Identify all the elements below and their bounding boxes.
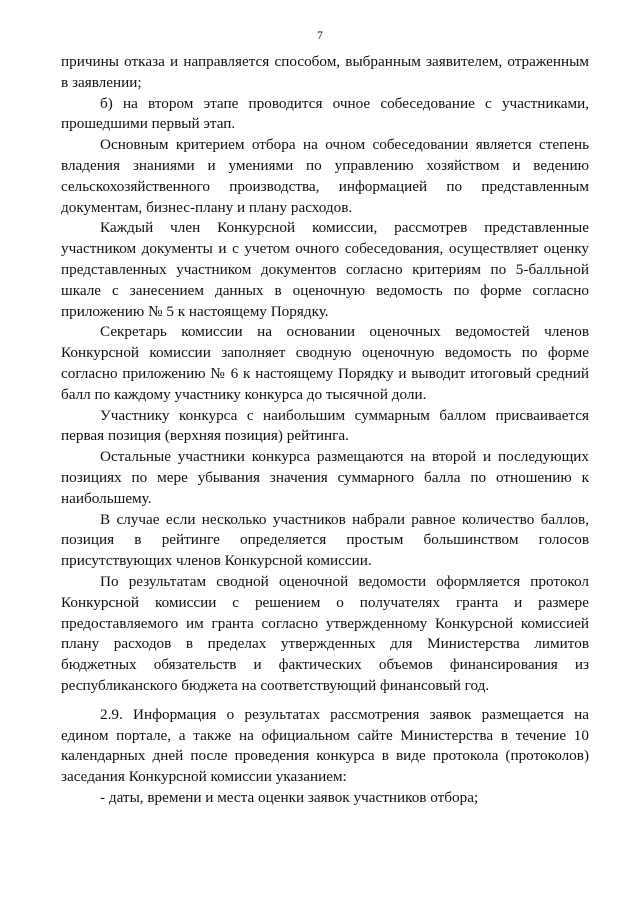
paragraph-first-position: Участнику конкурса с наибольшим суммарным баллом присваивается первая позиция (верхняя позиция) рейтинга.: [61, 406, 589, 445]
paragraph-second-stage: б) на втором этапе проводится очное собеседование с участниками, прошедшими первый этап.: [61, 94, 589, 133]
paragraph-protocol: По результатам сводной оценочной ведомости оформляется протокол Конкурсной комиссии с решением о получателях гранта и размере предоставляемого им гранта согласно утвержденному Конкурсной комиссией плану расходов в пределах утвержденных для Министерства лимитов бюджетных обязательств и фактических объемов финансирования из республиканского бюджета на соответствующий финансовый год.: [61, 572, 589, 694]
paragraph-results-publication: 2.9. Информация о результатах рассмотрения заявок размещается на едином портале, а также на официальном сайте Министерства в течение 10 календарных дней после проведения конкурса в виде протокола (протоколов) заседания Конкурсной комиссии указанием:: [61, 705, 589, 786]
paragraph-refusal-reasons: причины отказа и направляется способом, выбранным заявителем, отраженным в заявлении;: [61, 53, 589, 91]
paragraph-member-evaluation: Каждый член Конкурсной комиссии, рассмотрев представленные участником документы и с учетом очного собеседования, осуществляет оценку представленных участником документов согласно критериям по 5-балльной шкале с занесением данных в оценочную ведомость по форме согласно приложению № 5 к настоящему Порядку.: [61, 219, 589, 320]
paragraph-equal-scores: В случае если несколько участников набрали равное количество баллов, позиция в рейтинге определяется простым большинством голосов присутствующих членов Конкурсной комиссии.: [61, 510, 589, 570]
paragraph-other-positions: Остальные участники конкурса размещаются на второй и последующих позициях по мере убывания значения суммарного балла по отношению к наибольшему.: [61, 448, 589, 507]
paragraph-secretary-summary: Секретарь комиссии на основании оценочных ведомостей членов Конкурсной комиссии заполняет сводную оценочную ведомость по форме согласно приложению № 6 к настоящему Порядку и выводит итоговый средний балл по каждому участнику конкурса до тысячной доли.: [61, 323, 589, 403]
list-item-dates: - даты, времени и места оценки заявок участников отбора;: [100, 788, 479, 806]
paragraph-main-criterion: Основным критерием отбора на очном собеседовании является степень владения знаниями и умениями по управлению хозяйством и ведению сельскохозяйственного производства, информацией по представленным документам, бизнес-плану и плану расходов.: [61, 136, 589, 216]
page-number: 7: [317, 30, 323, 42]
document-body: [61, 52, 589, 809]
